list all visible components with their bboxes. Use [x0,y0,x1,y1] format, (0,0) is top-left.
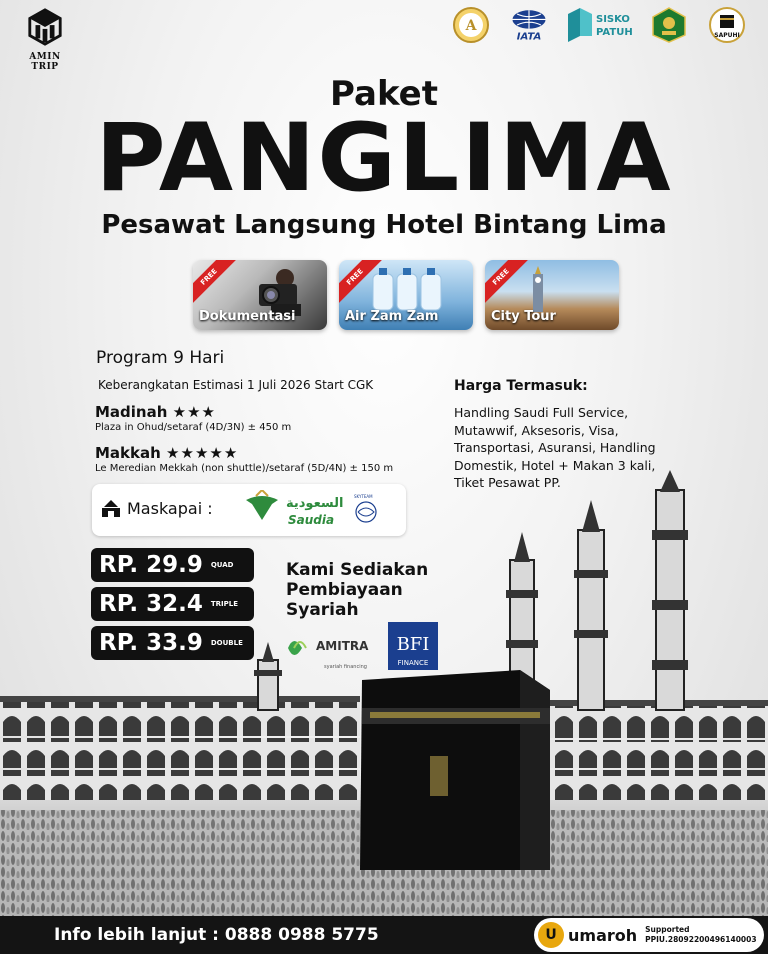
price-quad [91,548,254,582]
masjidil-haram-illustration [0,470,768,930]
clock-tower-icon [523,266,553,312]
saudia-logo [242,490,382,530]
hotel-detail: Le Meredian Mekkah (non shuttle)/setaraf (5D/4N) ± 150 m [95,463,394,474]
package-prefix: Paket [330,74,438,114]
hotel-madinah [95,403,291,433]
svg-text:SAPUHI: SAPUHI [714,32,740,39]
svg-text:PATUH: PATUH [596,27,633,38]
price-triple [91,587,254,621]
partner-logos [448,6,750,44]
price-amount: RP. 29.9 [99,552,203,578]
included-heading: Harga Termasuk: [454,378,588,394]
footer-bar [0,916,768,954]
ppiu-number: PPIU.28092200496140003 [645,935,757,944]
kaaba-icon [360,670,550,870]
hotel-detail: Plaza in Ohud/setaraf (4D/3N) ± 450 m [95,422,292,433]
svg-text:SISKO: SISKO [596,14,630,25]
umaroh-name: umaroh [568,925,638,945]
svg-text:A: A [465,18,477,34]
contact-info[interactable]: Info lebih lanjut : 0888 0988 5775 [54,925,379,945]
supported-info [645,925,756,945]
airline-label: Maskapai : [127,498,213,518]
svg-text:AMITRA: AMITRA [316,639,369,653]
umaroh-u-icon: U [538,922,564,948]
iata-globe-logo [506,6,552,44]
room-type: QUAD [210,561,234,569]
airline-counter-icon [100,498,122,518]
svg-text:FINANCE: FINANCE [397,659,429,667]
free-item-label: Dokumentasi [199,309,296,324]
included-text: Handling Saudi Full Service, Mutawwif, Aksesoris, Visa, Transportasi, Asuransi, Handling Domestik, Hotel + Makan 3 kali, Tiket Pesawat PP. [454,405,656,490]
amin-trip-cube-icon [26,8,64,46]
city-name: Madinah [95,403,168,421]
airline-box [92,484,406,536]
package-subtitle: Pesawat Langsung Hotel Bintang Lima [101,210,667,240]
supported-label: Supported [645,925,690,934]
water-bottles-icon [369,262,449,312]
package-title: PANGLIMA [95,104,673,213]
svg-text:السعودية: السعودية [286,496,344,511]
price-double [91,626,254,660]
svg-text:syariah financing: syariah financing [324,664,367,670]
brand-name: AMIN TRIP [29,52,61,72]
departure-info: Keberangkatan Estimasi 1 Juli 2026 Start CGK [98,378,374,392]
svg-text:BFI: BFI [396,634,430,655]
free-item-label: Air Zam Zam [345,309,439,324]
svg-text:IATA: IATA [516,31,542,43]
room-type: TRIPLE [210,600,238,608]
svg-text:Saudia: Saudia [288,513,335,527]
sisko-patuh-logo [564,6,634,44]
program-duration: Program 9 Hari [96,348,225,368]
free-ribbon: FREE [339,260,387,309]
hotel-makkah [95,444,393,474]
svg-text:SKYTEAM: SKYTEAM [354,494,373,499]
star-rating: ★★★★★ [166,444,239,462]
financing-title: Kami Sediakan Pembiayaan Syariah [286,560,429,620]
free-card-air-zam-zam [339,260,473,330]
free-card-city-tour [485,260,619,330]
free-ribbon: FREE [485,260,533,309]
free-items [193,260,619,330]
amphuri-accreditation-a-badge-icon [448,6,494,44]
free-card-dokumentasi [193,260,327,330]
city-name: Makkah [95,444,161,462]
price-amount: RP. 33.9 [99,630,203,656]
free-item-label: City Tour [491,309,556,324]
kemenag-emblem-icon [646,6,692,44]
room-type: DOUBLE [210,639,243,647]
brand-logo [18,8,72,72]
sapuhi-kaaba-badge-icon [704,6,750,44]
amitra-logo [284,628,374,672]
price-amount: RP. 32.4 [99,591,203,617]
umaroh-badge [534,918,764,952]
bfi-finance-logo [388,622,438,670]
free-ribbon: FREE [193,260,241,309]
star-rating: ★★★ [172,403,216,421]
